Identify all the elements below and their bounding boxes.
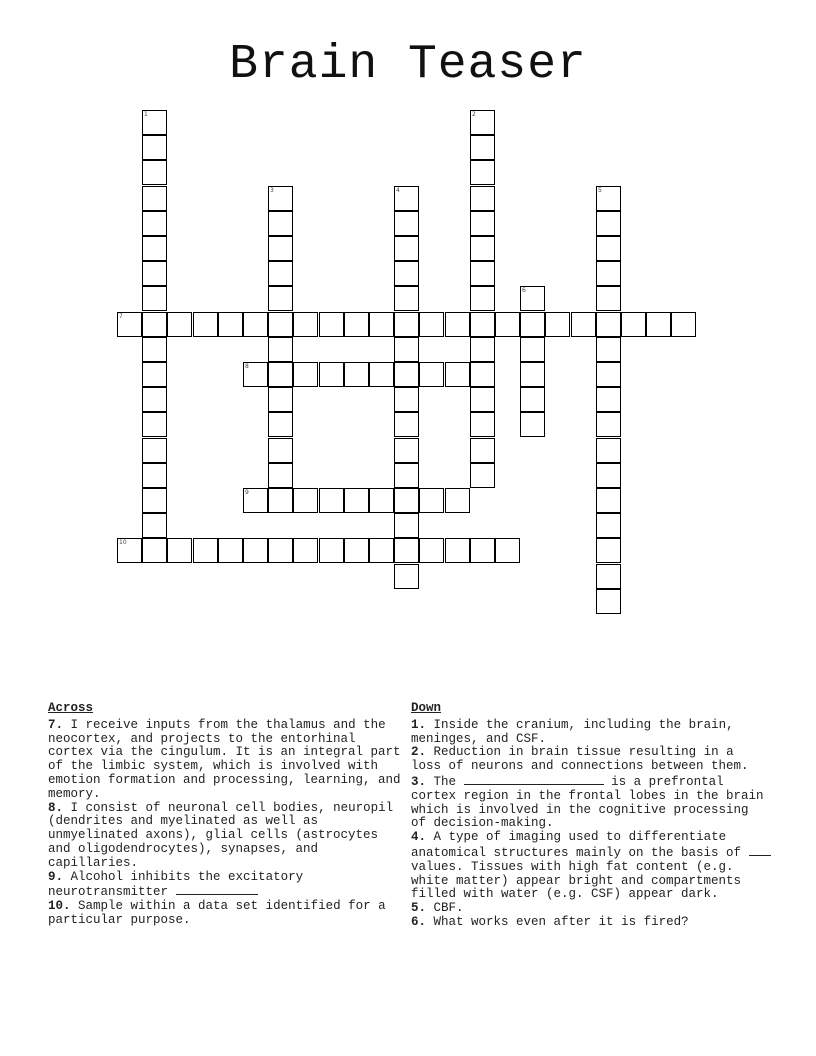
answer-blank [464, 774, 604, 785]
grid-cell[interactable] [545, 312, 570, 337]
grid-cell[interactable] [193, 312, 218, 337]
grid-cell[interactable] [394, 312, 419, 337]
grid-cell[interactable] [470, 337, 495, 362]
grid-cell[interactable] [419, 488, 444, 513]
grid-cell[interactable] [470, 412, 495, 437]
down-clues [411, 702, 771, 930]
grid-cell[interactable] [142, 236, 167, 261]
grid-cell[interactable] [419, 538, 444, 563]
grid-cell[interactable] [596, 186, 621, 211]
grid-cell[interactable] [671, 312, 696, 337]
grid-cell[interactable] [142, 337, 167, 362]
grid-cell[interactable] [470, 135, 495, 160]
grid-cell[interactable] [117, 312, 142, 337]
grid-cell[interactable] [218, 538, 243, 563]
grid-cell[interactable] [394, 412, 419, 437]
grid-cell[interactable] [596, 211, 621, 236]
clue-number: 1 [144, 111, 148, 118]
grid-cell[interactable] [142, 488, 167, 513]
grid-cell[interactable] [470, 362, 495, 387]
grid-cell[interactable] [268, 186, 293, 211]
down-heading: Down [411, 701, 442, 715]
clue-number: 5 [598, 187, 602, 194]
grid-cell[interactable] [142, 387, 167, 412]
grid-cell[interactable] [268, 463, 293, 488]
grid-cell[interactable] [520, 362, 545, 387]
grid-cell[interactable] [495, 312, 520, 337]
grid-cell[interactable] [268, 211, 293, 236]
grid-cell[interactable] [268, 312, 293, 337]
grid-cell[interactable] [142, 312, 167, 337]
grid-cell[interactable] [394, 261, 419, 286]
grid-cell[interactable] [218, 312, 243, 337]
grid-cell[interactable] [268, 438, 293, 463]
grid-cell[interactable] [369, 488, 394, 513]
grid-cell[interactable] [394, 513, 419, 538]
grid-cell[interactable] [520, 286, 545, 311]
grid-cell[interactable] [394, 438, 419, 463]
grid-cell[interactable] [596, 362, 621, 387]
clue-across-10: 10. Sample within a data set identified for a particular purpose. [48, 899, 386, 927]
grid-cell[interactable] [167, 312, 192, 337]
grid-cell[interactable] [520, 312, 545, 337]
grid-cell[interactable] [470, 110, 495, 135]
grid-cell[interactable] [142, 186, 167, 211]
grid-cell[interactable] [243, 312, 268, 337]
grid-cell[interactable] [268, 236, 293, 261]
clue-number: 10 [119, 539, 127, 546]
grid-cell[interactable] [596, 312, 621, 337]
grid-cell[interactable] [445, 312, 470, 337]
grid-cell[interactable] [470, 186, 495, 211]
grid-cell[interactable] [344, 362, 369, 387]
grid-cell[interactable] [394, 564, 419, 589]
grid-cell[interactable] [268, 362, 293, 387]
grid-cell[interactable] [394, 236, 419, 261]
grid-cell[interactable] [470, 538, 495, 563]
grid-cell[interactable] [369, 362, 394, 387]
grid-cell[interactable] [142, 160, 167, 185]
grid-cell[interactable] [419, 312, 444, 337]
grid-cell[interactable] [394, 211, 419, 236]
grid-cell[interactable] [167, 538, 192, 563]
grid-cell[interactable] [394, 538, 419, 563]
grid-cell[interactable] [268, 337, 293, 362]
grid-cell[interactable] [394, 286, 419, 311]
grid-cell[interactable] [596, 387, 621, 412]
grid-cell[interactable] [268, 488, 293, 513]
grid-cell[interactable] [117, 538, 142, 563]
grid-cell[interactable] [445, 538, 470, 563]
grid-cell[interactable] [142, 463, 167, 488]
grid-cell[interactable] [268, 412, 293, 437]
grid-cell[interactable] [344, 312, 369, 337]
grid-cell[interactable] [243, 488, 268, 513]
grid-cell[interactable] [142, 513, 167, 538]
grid-cell[interactable] [344, 538, 369, 563]
grid-cell[interactable] [369, 538, 394, 563]
grid-cell[interactable] [142, 261, 167, 286]
grid-cell[interactable] [394, 337, 419, 362]
grid-cell[interactable] [268, 261, 293, 286]
grid-cell[interactable] [596, 286, 621, 311]
grid-cell[interactable] [293, 312, 318, 337]
clue-number: 3 [270, 187, 274, 194]
clue-number: 2 [472, 111, 476, 118]
clue-down-4: 4. A type of imaging used to differentiate anatomical structures mainly on the basis of values. Tissues with high fat content (e.g. white matter) appear bright and compartments filled with water (e.g. CSF) appear dark. [411, 831, 771, 902]
grid-cell[interactable] [142, 110, 167, 135]
grid-cell[interactable] [571, 312, 596, 337]
clue-across-7: 7. I receive inputs from the thalamus and the neocortex, and projects to the entorhinal cortex via the cingulum. It is an integral part of the limbic system, which is involved with emotion formation and processing, learning, and memory. [48, 717, 401, 801]
grid-cell[interactable] [142, 135, 167, 160]
grid-cell[interactable] [470, 387, 495, 412]
grid-cell[interactable] [394, 463, 419, 488]
grid-cell[interactable] [596, 488, 621, 513]
grid-cell[interactable] [470, 438, 495, 463]
grid-cell[interactable] [394, 387, 419, 412]
grid-cell[interactable] [268, 538, 293, 563]
clue-across-8: 8. I consist of neuronal cell bodies, neuropil (dendrites and myelinated as well as unmyelinated axons), glial cells (astrocytes and oligodendrocytes), synapses, and capillaries. [48, 800, 394, 870]
grid-cell[interactable] [268, 286, 293, 311]
clue-down-1: 1. Inside the cranium, including the brain, meninges, and CSF. [411, 717, 734, 746]
grid-cell[interactable] [319, 538, 344, 563]
grid-cell[interactable] [646, 312, 671, 337]
clue-down-3: 3. The is a prefrontal cortex region in the frontal lobes in the brain which is involved in the cognitive processing of decision-making. [411, 774, 764, 831]
grid-cell[interactable] [319, 312, 344, 337]
grid-cell[interactable] [596, 538, 621, 563]
answer-blank [176, 884, 258, 895]
clue-number: 4 [396, 187, 400, 194]
grid-cell[interactable] [293, 488, 318, 513]
grid-cell[interactable] [142, 211, 167, 236]
grid-cell[interactable] [394, 488, 419, 513]
grid-cell[interactable] [142, 438, 167, 463]
grid-cell[interactable] [520, 412, 545, 437]
grid-cell[interactable] [394, 362, 419, 387]
clue-number: 8 [245, 363, 249, 370]
grid-cell[interactable] [596, 337, 621, 362]
grid-cell[interactable] [470, 261, 495, 286]
grid-cell[interactable] [142, 412, 167, 437]
across-clues [48, 702, 403, 928]
grid-cell[interactable] [293, 362, 318, 387]
grid-cell[interactable] [470, 286, 495, 311]
grid-cell[interactable] [596, 438, 621, 463]
across-heading: Across [48, 701, 94, 715]
grid-cell[interactable] [319, 488, 344, 513]
grid-cell[interactable] [142, 286, 167, 311]
grid-cell[interactable] [243, 538, 268, 563]
grid-cell[interactable] [142, 538, 167, 563]
grid-cell[interactable] [470, 312, 495, 337]
grid-cell[interactable] [621, 312, 646, 337]
clue-down-5: 5. CBF. [411, 901, 464, 916]
grid-cell[interactable] [419, 362, 444, 387]
grid-cell[interactable] [596, 412, 621, 437]
grid-cell[interactable] [293, 538, 318, 563]
grid-cell[interactable] [470, 236, 495, 261]
clue-number: 7 [119, 313, 123, 320]
grid-cell[interactable] [470, 463, 495, 488]
grid-cell[interactable] [520, 337, 545, 362]
grid-cell[interactable] [142, 362, 167, 387]
grid-cell[interactable] [243, 362, 268, 387]
clue-down-2: 2. Reduction in brain tissue resulting in a loss of neurons and connections between them. [411, 745, 749, 774]
clue-number: 9 [245, 489, 249, 496]
grid-cell[interactable] [596, 513, 621, 538]
grid-cell[interactable] [445, 362, 470, 387]
grid-cell[interactable] [596, 463, 621, 488]
clue-number: 6 [522, 287, 526, 294]
grid-cell[interactable] [193, 538, 218, 563]
grid-cell[interactable] [596, 236, 621, 261]
grid-cell[interactable] [319, 362, 344, 387]
grid-cell[interactable] [596, 589, 621, 614]
clue-across-9: 9. Alcohol inhibits the excitatory neurotransmitter [48, 869, 304, 900]
grid-cell[interactable] [596, 261, 621, 286]
grid-cell[interactable] [520, 387, 545, 412]
grid-cell[interactable] [495, 538, 520, 563]
grid-cell[interactable] [470, 211, 495, 236]
grid-cell[interactable] [394, 186, 419, 211]
answer-blank [749, 845, 771, 856]
grid-cell[interactable] [344, 488, 369, 513]
grid-cell[interactable] [470, 160, 495, 185]
grid-cell[interactable] [268, 387, 293, 412]
grid-cell[interactable] [445, 488, 470, 513]
clue-down-6: 6. What works even after it is fired? [411, 914, 689, 929]
grid-cell[interactable] [596, 564, 621, 589]
grid-cell[interactable] [369, 312, 394, 337]
page-title: Brain Teaser [229, 38, 587, 92]
